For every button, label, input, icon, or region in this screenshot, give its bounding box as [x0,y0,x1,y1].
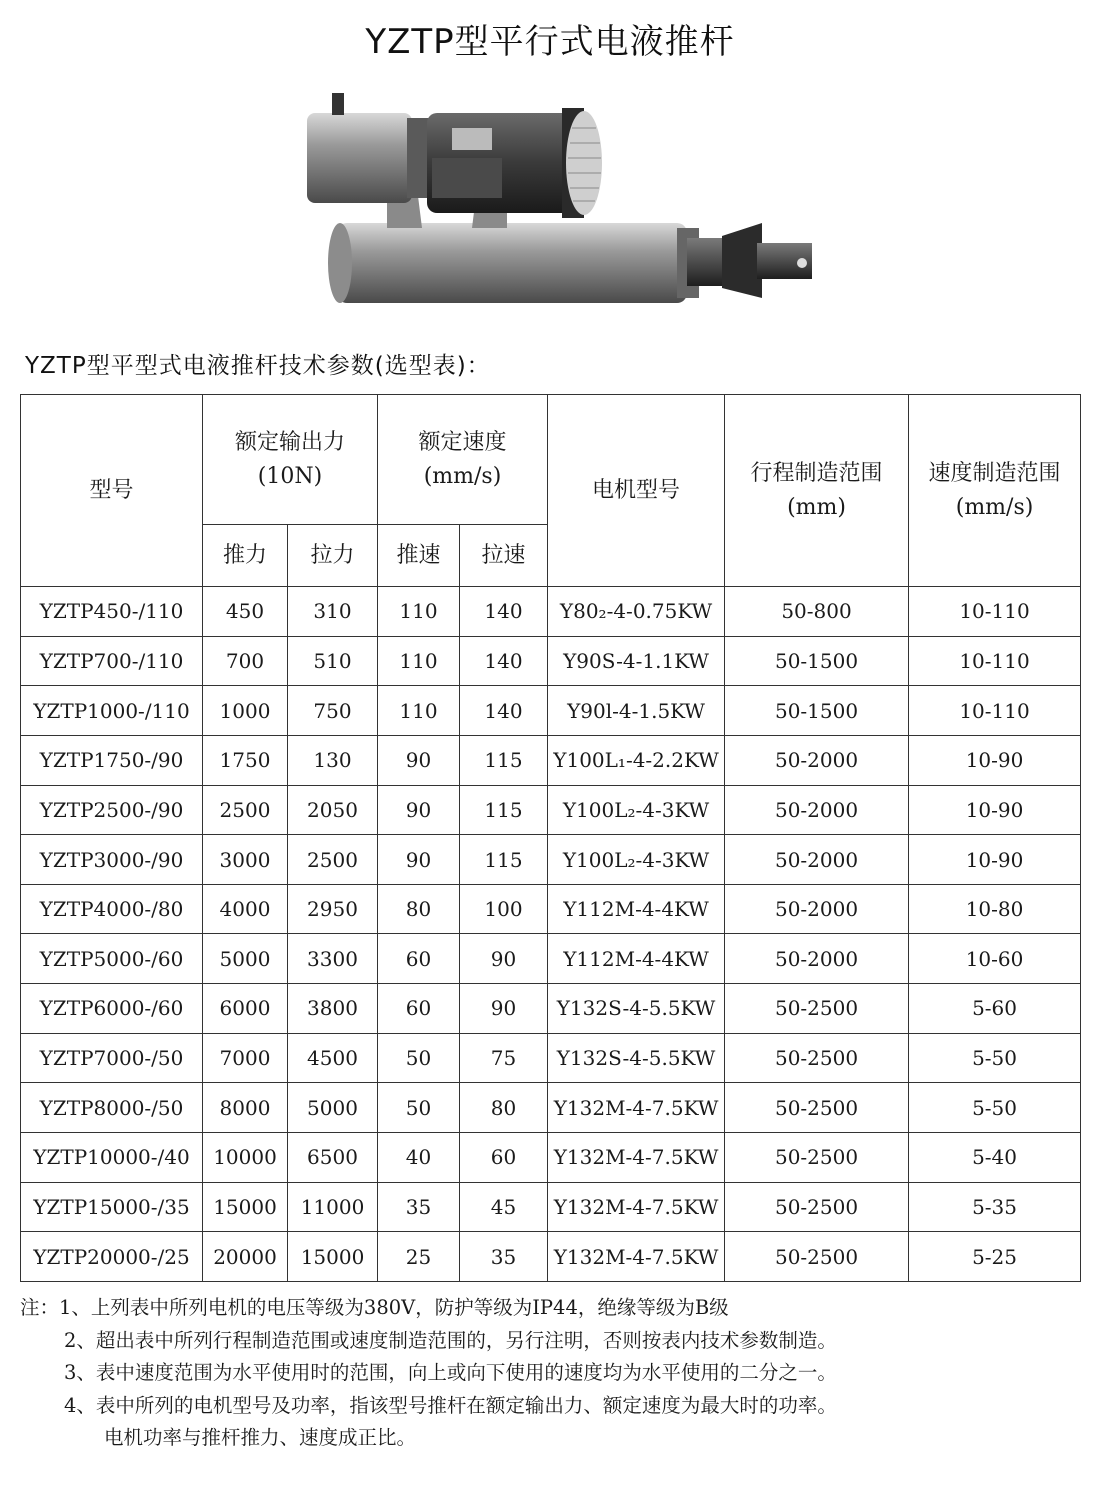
cell-speed-range: 5-50 [909,1083,1081,1133]
cell-model: YZTP450-/110 [21,587,203,637]
cell-push-speed: 80 [378,884,460,934]
header-speed-range-unit: (mm/s) [955,494,1034,520]
cell-push-force: 15000 [203,1182,288,1232]
cell-pull-force: 11000 [288,1182,378,1232]
cell-stroke: 50-2500 [725,1133,909,1183]
cell-stroke: 50-800 [725,587,909,637]
cell-motor: Y100L₁-4-2.2KW [548,735,725,785]
cell-push-speed: 110 [378,636,460,686]
cell-pull-force: 3800 [288,984,378,1034]
product-photo [292,88,832,323]
cell-push-force: 20000 [203,1232,288,1282]
cell-stroke: 50-1500 [725,636,909,686]
cell-push-speed: 60 [378,934,460,984]
cell-motor: Y132M-4-7.5KW [548,1182,725,1232]
cell-speed-range: 10-110 [909,587,1081,637]
cell-motor: Y90S-4-1.1KW [548,636,725,686]
cell-pull-speed: 75 [460,1033,548,1083]
cell-model: YZTP6000-/60 [21,984,203,1034]
cell-pull-speed: 45 [460,1182,548,1232]
note-line: 4、表中所列的电机型号及功率，指该型号推杆在额定输出力、额定速度为最大时的功率。 [64,1393,837,1417]
cell-push-speed: 90 [378,735,460,785]
cell-model: YZTP1750-/90 [21,735,203,785]
cell-push-speed: 35 [378,1182,460,1232]
cell-push-speed: 90 [378,835,460,885]
cell-motor: Y112M-4-4KW [548,884,725,934]
header-speed-range-label: 速度制造范围 [928,460,1061,486]
header-motor: 电机型号 [548,395,725,587]
table-row [21,1033,1081,1083]
cell-pull-speed: 115 [460,785,548,835]
cell-speed-range: 10-110 [909,686,1081,736]
cell-pull-force: 310 [288,587,378,637]
header-pull-force: 拉力 [288,525,378,587]
table-row [21,984,1081,1034]
cell-model: YZTP5000-/60 [21,934,203,984]
header-speed-range [909,395,1081,587]
table-row [21,735,1081,785]
cell-speed-range: 10-90 [909,785,1081,835]
cell-stroke: 50-2500 [725,1232,909,1282]
cell-speed-range: 10-80 [909,884,1081,934]
cell-model: YZTP10000-/40 [21,1133,203,1183]
cell-speed-range: 5-35 [909,1182,1081,1232]
cell-pull-speed: 35 [460,1232,548,1282]
cell-stroke: 50-2000 [725,785,909,835]
cell-push-force: 3000 [203,835,288,885]
cell-stroke: 50-2500 [725,1033,909,1083]
header-stroke [725,395,909,587]
header-model: 型号 [21,395,203,587]
cell-motor: Y132M-4-7.5KW [548,1133,725,1183]
table-row [21,1133,1081,1183]
table-row [21,636,1081,686]
header-force-label: 额定输出力 [235,429,346,455]
cell-model: YZTP3000-/90 [21,835,203,885]
cell-pull-speed: 80 [460,1083,548,1133]
cell-model: YZTP1000-/110 [21,686,203,736]
table-row [21,1232,1081,1282]
cell-pull-force: 3300 [288,934,378,984]
note-line: 3、表中速度范围为水平使用时的范围，向上或向下使用的速度均为水平使用的二分之一。 [64,1361,837,1384]
cell-pull-speed: 115 [460,735,548,785]
header-push-force: 推力 [203,525,288,587]
cell-stroke: 50-2500 [725,1083,909,1133]
cell-model: YZTP20000-/25 [21,1232,203,1282]
cell-motor: Y132M-4-7.5KW [548,1232,725,1282]
cell-pull-force: 5000 [288,1083,378,1133]
cell-stroke: 50-2000 [725,934,909,984]
header-force [203,395,378,525]
cell-motor: Y132S-4-5.5KW [548,984,725,1034]
header-speed-unit: (mm/s) [423,463,502,489]
cell-pull-speed: 100 [460,884,548,934]
cell-push-speed: 25 [378,1232,460,1282]
cell-pull-speed: 115 [460,835,548,885]
table-row [21,1083,1081,1133]
table-row [21,686,1081,736]
cell-push-force: 6000 [203,984,288,1034]
cell-pull-speed: 140 [460,587,548,637]
cell-push-speed: 90 [378,785,460,835]
cell-speed-range: 5-50 [909,1033,1081,1083]
note-line: 注：1、上列表中所列电机的电压等级为380V，防护等级为IP44，绝缘等级为B级 [20,1296,729,1319]
cell-model: YZTP700-/110 [21,636,203,686]
cell-speed-range: 10-110 [909,636,1081,686]
table-row [21,785,1081,835]
cell-pull-speed: 140 [460,686,548,736]
cell-motor: Y90l-4-1.5KW [548,686,725,736]
table-caption: YZTP型平型式电液推杆技术参数(选型表)： [25,353,491,379]
cell-push-force: 1000 [203,686,288,736]
cell-motor: Y112M-4-4KW [548,934,725,984]
cell-motor: Y132S-4-5.5KW [548,1033,725,1083]
cell-push-force: 1750 [203,735,288,785]
cell-speed-range: 5-60 [909,984,1081,1034]
page-title: YZTP型平行式电液推杆 [365,22,735,62]
cell-push-speed: 50 [378,1033,460,1083]
cell-pull-force: 130 [288,735,378,785]
cell-stroke: 50-2000 [725,735,909,785]
cell-push-force: 7000 [203,1033,288,1083]
cell-push-force: 10000 [203,1133,288,1183]
cell-motor: Y100L₂-4-3KW [548,785,725,835]
table-row [21,934,1081,984]
cell-model: YZTP2500-/90 [21,785,203,835]
header-pull-speed: 拉速 [460,525,548,587]
cell-speed-range: 10-90 [909,835,1081,885]
header-push-speed: 推速 [378,525,460,587]
cell-push-speed: 110 [378,686,460,736]
cell-stroke: 50-2000 [725,884,909,934]
cell-pull-force: 6500 [288,1133,378,1183]
spec-table [20,394,1081,1282]
cell-push-force: 8000 [203,1083,288,1133]
cell-pull-speed: 90 [460,934,548,984]
cell-stroke: 50-2500 [725,984,909,1034]
cell-motor: Y80₂-4-0.75KW [548,587,725,637]
cell-pull-force: 2500 [288,835,378,885]
header-speed-label: 额定速度 [418,429,507,455]
cell-stroke: 50-2500 [725,1182,909,1232]
cell-stroke: 50-2000 [725,835,909,885]
notes [20,1292,1080,1455]
cell-model: YZTP7000-/50 [21,1033,203,1083]
header-stroke-unit: (mm) [787,494,846,520]
cell-model: YZTP15000-/35 [21,1182,203,1232]
cell-push-speed: 60 [378,984,460,1034]
note-line: 2、超出表中所列行程制造范围或速度制造范围的，另行注明，否则按表内技术参数制造。 [64,1328,837,1352]
cell-speed-range: 5-40 [909,1133,1081,1183]
cell-push-speed: 50 [378,1083,460,1133]
cell-pull-force: 15000 [288,1232,378,1282]
header-speed [378,395,548,525]
table-row [21,884,1081,934]
cell-pull-force: 4500 [288,1033,378,1083]
cell-model: YZTP8000-/50 [21,1083,203,1133]
cell-pull-speed: 60 [460,1133,548,1183]
cell-pull-speed: 140 [460,636,548,686]
cell-pull-force: 750 [288,686,378,736]
cell-speed-range: 5-25 [909,1232,1081,1282]
cell-motor: Y100L₂-4-3KW [548,835,725,885]
note-line: 电机功率与推杆推力、速度成正比。 [104,1426,417,1449]
cell-model: YZTP4000-/80 [21,884,203,934]
cell-pull-speed: 90 [460,984,548,1034]
cell-speed-range: 10-60 [909,934,1081,984]
header-force-unit: (10N) [257,463,323,489]
table-row [21,835,1081,885]
table-row [21,587,1081,637]
cell-push-force: 450 [203,587,288,637]
header-stroke-label: 行程制造范围 [750,460,883,486]
cell-push-force: 700 [203,636,288,686]
cell-push-speed: 110 [378,587,460,637]
cell-push-force: 5000 [203,934,288,984]
cell-push-force: 2500 [203,785,288,835]
table-row [21,1182,1081,1232]
cell-stroke: 50-1500 [725,686,909,736]
cell-push-force: 4000 [203,884,288,934]
cell-pull-force: 2050 [288,785,378,835]
cell-push-speed: 40 [378,1133,460,1183]
cell-speed-range: 10-90 [909,735,1081,785]
cell-motor: Y132M-4-7.5KW [548,1083,725,1133]
cell-pull-force: 510 [288,636,378,686]
cell-pull-force: 2950 [288,884,378,934]
